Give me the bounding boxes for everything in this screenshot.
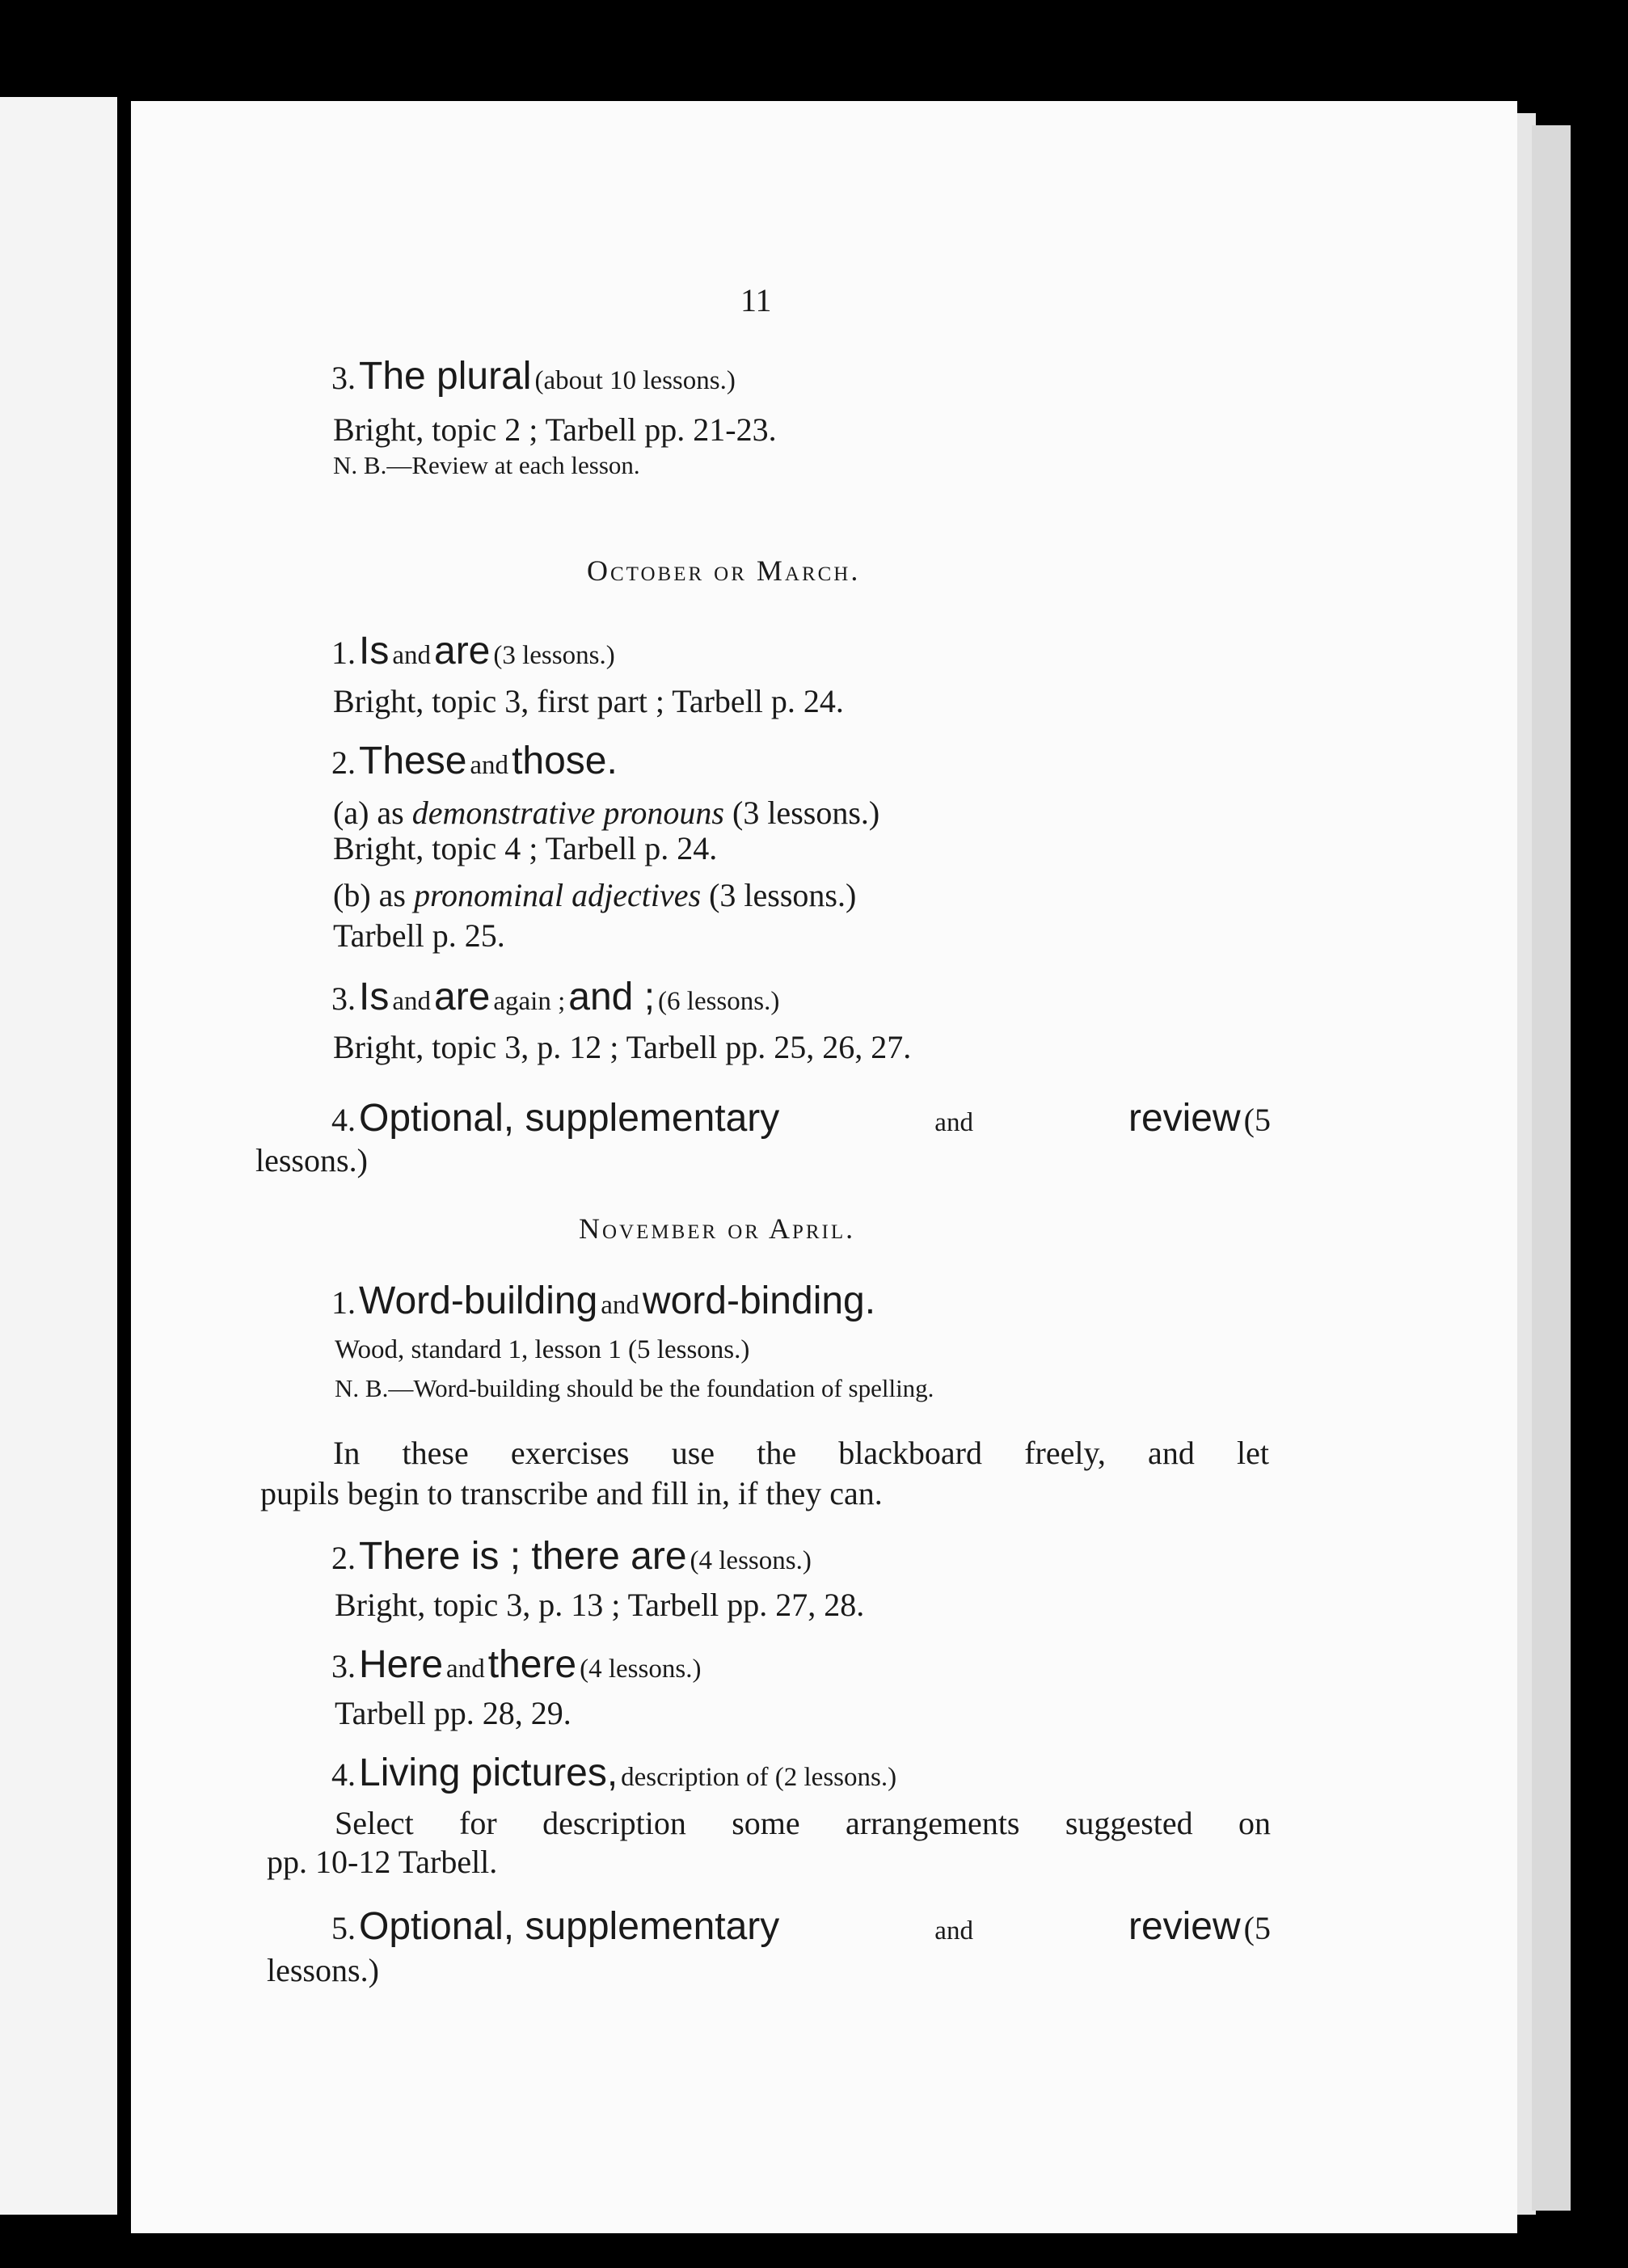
- page-number: 11: [740, 282, 772, 318]
- oct-item-4: 4. Optional, supplementary and review (5: [331, 1097, 1271, 1140]
- oct-item-4-cont: lessons.): [255, 1142, 368, 1178]
- nov-item-4-para-2: pp. 10-12 Tarbell.: [267, 1844, 498, 1880]
- previous-page-strip: [0, 97, 117, 2215]
- nov-item-5-cont: lessons.): [267, 1952, 379, 1988]
- oct-item-2a: (a) as demonstrative pronouns (3 lessons.): [333, 795, 880, 831]
- nov-item-1-para-1: In these exercises use the blackboard freely, and let: [333, 1435, 1269, 1471]
- heading-november-april: November or April.: [579, 1212, 856, 1245]
- oct-item-1-refs: Bright, topic 3, first part ; Tarbell p. 24.: [333, 683, 844, 719]
- nov-item-1: 1. Word-building and word-binding.: [331, 1279, 876, 1322]
- nov-item-1-refs: Wood, standard 1, lesson 1 (5 lessons.): [335, 1335, 750, 1364]
- nov-item-1-nb: N. B.—Word-building should be the foundation of spelling.: [335, 1374, 934, 1402]
- oct-item-2b: (b) as pronominal adjectives (3 lessons.): [333, 877, 857, 913]
- nov-item-4: 4. Living pictures, description of (2 lessons.): [331, 1752, 897, 1794]
- oct-item-2a-refs: Bright, topic 4 ; Tarbell p. 24.: [333, 830, 718, 866]
- oct-item-1: 1. Is and are (3 lessons.): [331, 630, 615, 672]
- oct-item-3: 3. Is and are again ; and ; (6 lessons.): [331, 976, 780, 1018]
- nov-item-2-refs: Bright, topic 3, p. 13 ; Tarbell pp. 27, 28.: [335, 1587, 865, 1623]
- item-plural-refs: Bright, topic 2 ; Tarbell pp. 21-23.: [333, 411, 777, 448]
- page-edge-outer: [1532, 125, 1571, 2211]
- nov-item-3-refs: Tarbell pp. 28, 29.: [335, 1695, 571, 1731]
- nov-item-2: 2. There is ; there are (4 lessons.): [331, 1535, 812, 1578]
- oct-item-2: 2. These and those.: [331, 740, 618, 782]
- oct-item-3-refs: Bright, topic 3, p. 12 ; Tarbell pp. 25, 26, 27.: [333, 1029, 912, 1065]
- nov-item-4-para-1: Select for description some arrangements suggested on: [335, 1805, 1271, 1841]
- nov-item-1-para-2: pupils begin to transcribe and fill in, if they can.: [260, 1475, 883, 1511]
- oct-item-2b-refs: Tarbell p. 25.: [333, 917, 505, 954]
- item-plural: 3. The plural (about 10 lessons.): [331, 355, 736, 398]
- item-plural-nb: N. B.—Review at each lesson.: [333, 451, 640, 479]
- nov-item-5: 5. Optional, supplementary and review (5: [331, 1905, 1271, 1948]
- nov-item-3: 3. Here and there (4 lessons.): [331, 1643, 702, 1686]
- heading-october-march: October or March.: [587, 554, 861, 587]
